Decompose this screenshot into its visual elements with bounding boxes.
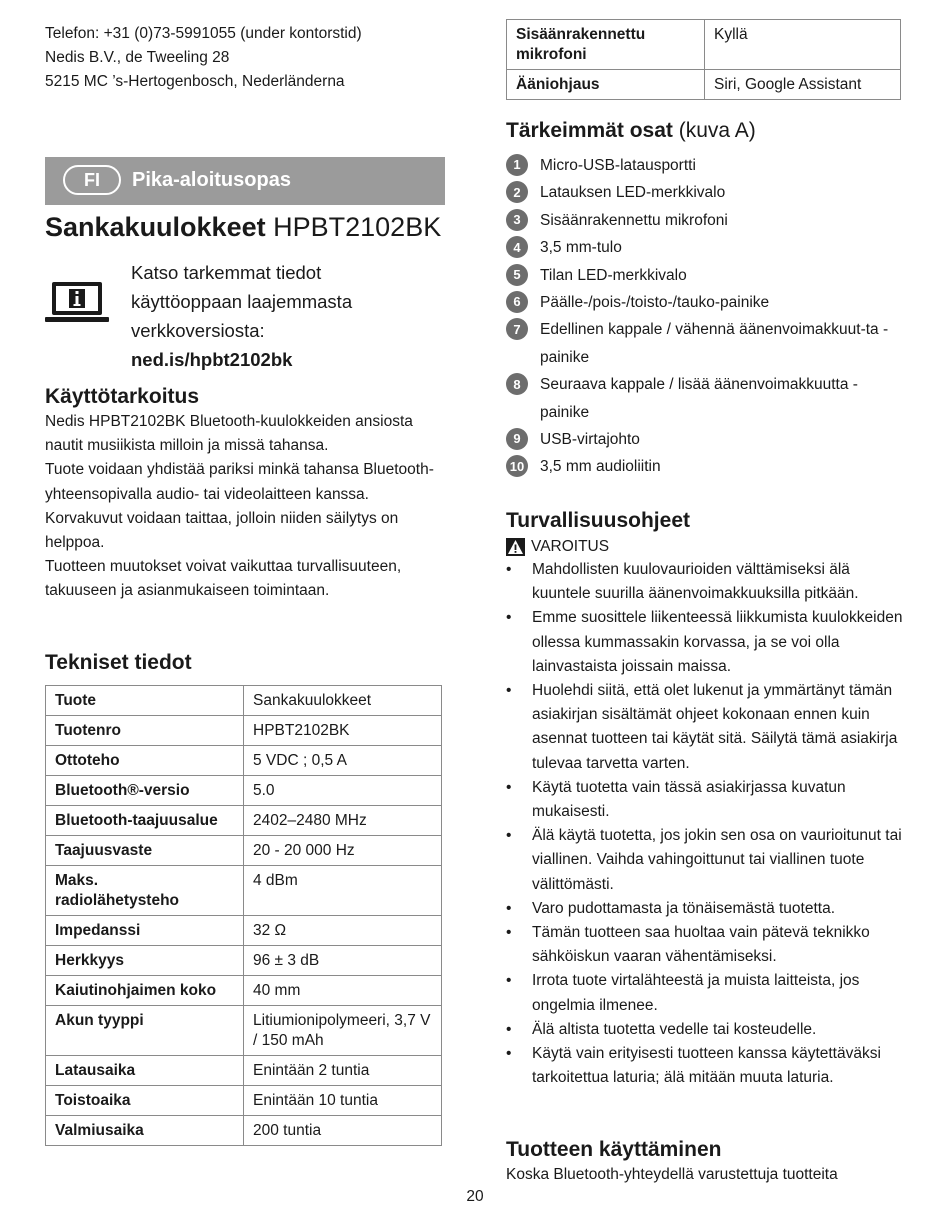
right-column bbox=[506, 19, 903, 1183]
spec-value: 4 dBm bbox=[244, 866, 442, 916]
product-usage-section bbox=[506, 1137, 906, 1187]
page-number: 20 bbox=[466, 1188, 484, 1205]
spec-key: Herkkyys bbox=[46, 946, 244, 976]
usage-text: Koska Bluetooth-yhteydellä varustettuja tuotteita bbox=[506, 1166, 838, 1183]
spec-value: Kyllä bbox=[705, 20, 901, 70]
safety-heading: Turvallisuusohjeet bbox=[506, 509, 690, 532]
part-label: Micro-USB-latausportti bbox=[540, 157, 696, 174]
list-item: • Älä käytä tuotetta, jos jokin sen osa on vaurioitunut tai viallinen. Vaihda vahingoittunut tai viallinen tuote välittömästi. bbox=[506, 824, 906, 897]
part-label: Edellinen kappale / vähennä äänenvoimakkuut-ta -painike bbox=[540, 321, 889, 366]
spec-key: Maks. radiolähetysteho bbox=[46, 866, 244, 916]
spec-key: Kaiutinohjaimen koko bbox=[46, 976, 244, 1006]
intended-use-paragraph: Korvakuvut voidaan taittaa, jolloin niiden säilytys on helppoa. bbox=[45, 509, 399, 552]
spec-value: HPBT2102BK bbox=[244, 716, 442, 746]
list-item bbox=[506, 316, 906, 371]
laptop-info-icon bbox=[45, 280, 109, 324]
list-item bbox=[506, 453, 906, 480]
table-row bbox=[46, 1006, 442, 1056]
list-item: • Älä altista tuotetta vedelle tai kosteudelle. bbox=[506, 1018, 906, 1042]
info-text bbox=[131, 258, 441, 374]
spec-key: Taajuusvaste bbox=[46, 836, 244, 866]
table-row bbox=[46, 836, 442, 866]
table-row bbox=[46, 946, 442, 976]
left-column bbox=[45, 22, 445, 1139]
list-item: • Irrota tuote virtalähteestä ja muista laitteista, jos ongelmia ilmenee. bbox=[506, 969, 906, 1017]
table-row bbox=[46, 916, 442, 946]
language-bar bbox=[45, 157, 445, 205]
spec-key: Ääniohjaus bbox=[507, 70, 705, 100]
spec-value: Enintään 2 tuntia bbox=[244, 1056, 442, 1086]
number-badge: 2 bbox=[506, 181, 528, 203]
spec-value: 200 tuntia bbox=[244, 1116, 442, 1146]
spec-key: Impedanssi bbox=[46, 916, 244, 946]
main-parts-figure-ref: (kuva A) bbox=[678, 119, 756, 142]
spec-key: Valmiusaika bbox=[46, 1116, 244, 1146]
manual-link[interactable]: ned.is/hpbt2102bk bbox=[131, 349, 293, 370]
spec-key: Ottoteho bbox=[46, 746, 244, 776]
number-badge: 7 bbox=[506, 318, 528, 340]
number-badge: 5 bbox=[506, 264, 528, 286]
safety-section bbox=[506, 508, 906, 1090]
spec-value: 5.0 bbox=[244, 776, 442, 806]
part-label: Tilan LED-merkkivalo bbox=[540, 266, 687, 284]
product-title bbox=[45, 210, 441, 244]
table-row bbox=[46, 1086, 442, 1116]
list-item: • Emme suosittele liikenteessä liikkumista kuulokkeiden ollessa kummassakin korvassa, ja se voi olla lainvastaista joissain maissa. bbox=[506, 606, 906, 679]
spec-key: Toistoaika bbox=[46, 1086, 244, 1116]
list-item bbox=[506, 234, 906, 261]
number-badge: 9 bbox=[506, 428, 528, 450]
intended-use-paragraph: Tuote voidaan yhdistää pariksi minkä tahansa Bluetooth-yhteensopivalla audio- tai videolaitteen kanssa. bbox=[45, 461, 434, 503]
spec-key: Sisäänrakennettu mikrofoni bbox=[507, 20, 705, 70]
table-row bbox=[46, 1056, 442, 1086]
number-badge: 6 bbox=[506, 291, 528, 313]
spec-key: Tuotenro bbox=[46, 716, 244, 746]
spec-key: Tuote bbox=[46, 686, 244, 716]
list-item bbox=[506, 179, 906, 206]
language-bar-title: Pika-aloitusopas bbox=[132, 169, 291, 191]
table-row bbox=[46, 746, 442, 776]
warning-triangle-icon bbox=[506, 538, 525, 556]
part-label: USB-virtajohto bbox=[540, 431, 640, 449]
table-row bbox=[46, 686, 442, 716]
contact-address: 5215 MC ’s-Hertogenbosch, Nederländerna bbox=[45, 73, 345, 90]
main-parts-section bbox=[506, 118, 906, 481]
table-row bbox=[46, 866, 442, 916]
info-line: käyttöoppaan laajemmasta bbox=[131, 291, 353, 312]
list-item bbox=[506, 262, 906, 289]
specs-table-continued bbox=[506, 19, 901, 100]
part-label: 3,5 mm audioliitin bbox=[540, 458, 661, 476]
spec-value: Sankakuulokkeet bbox=[244, 686, 442, 716]
intended-use-paragraph: Tuotteen muutokset voivat vaikuttaa turvallisuuteen, takuuseen ja asianmukaiseen toimintaan. bbox=[45, 558, 402, 600]
list-item: • Huolehdi siitä, että olet lukenut ja ymmärtänyt tämän asiakirjan sisältämät ohjeet kokonaan ennen kuin asennat tuotteen tai käytät sitä. Säilytä tämä asiakirja tulevaa tarvetta varten. bbox=[506, 679, 906, 776]
main-parts-heading bbox=[506, 118, 906, 144]
table-row bbox=[46, 976, 442, 1006]
spec-value: 32 Ω bbox=[244, 916, 442, 946]
list-item: • Tämän tuotteen saa huoltaa vain pätevä teknikko sähköiskun vaaran vähentämiseksi. bbox=[506, 921, 906, 969]
number-badge: 1 bbox=[506, 154, 528, 176]
contact-company: Nedis B.V., de Tweeling 28 bbox=[45, 49, 230, 66]
table-row bbox=[46, 716, 442, 746]
list-item: • Mahdollisten kuulovaurioiden välttämiseksi älä kuuntele suurilla äänenvoimakkuuksilla pitkään. bbox=[506, 558, 906, 606]
table-row bbox=[46, 806, 442, 836]
spec-value: Enintään 10 tuntia bbox=[244, 1086, 442, 1116]
spec-value: Litiumionipolymeeri, 3,7 V / 150 mAh bbox=[244, 1006, 442, 1056]
warning-label: VAROITUS bbox=[531, 538, 610, 555]
table-row bbox=[46, 1116, 442, 1146]
contact-info bbox=[45, 22, 445, 94]
number-badge: 8 bbox=[506, 373, 528, 395]
part-label: Päälle-/pois-/toisto-/tauko-painike bbox=[540, 294, 770, 312]
spec-key: Bluetooth®-versio bbox=[46, 776, 244, 806]
spec-key: Latausaika bbox=[46, 1056, 244, 1086]
list-item bbox=[506, 371, 906, 426]
specs-section bbox=[45, 650, 445, 1146]
list-item bbox=[506, 207, 906, 234]
product-name: Sankakuulokkeet bbox=[45, 212, 266, 242]
spec-value: Siri, Google Assistant bbox=[705, 70, 901, 100]
specs-table bbox=[45, 685, 442, 1146]
list-item: • Käytä tuotetta vain tässä asiakirjassa kuvatun mukaisesti. bbox=[506, 776, 906, 824]
specs-heading: Tekniset tiedot bbox=[45, 651, 192, 674]
safety-bullet-list bbox=[506, 558, 906, 1090]
info-line: Katso tarkemmat tiedot bbox=[131, 262, 322, 283]
spec-value: 2402–2480 MHz bbox=[244, 806, 442, 836]
spec-key: Akun tyyppi bbox=[46, 1006, 244, 1056]
spec-value: 40 mm bbox=[244, 976, 442, 1006]
part-label: Latauksen LED-merkkivalo bbox=[540, 184, 726, 202]
warning-line bbox=[506, 536, 906, 558]
spec-value: 20 - 20 000 Hz bbox=[244, 836, 442, 866]
main-parts-title: Tärkeimmät osat bbox=[506, 119, 673, 142]
spec-key: Bluetooth-taajuusalue bbox=[46, 806, 244, 836]
parts-list bbox=[506, 152, 906, 481]
table-row bbox=[46, 776, 442, 806]
part-label: Sisäänrakennettu mikrofoni bbox=[540, 211, 728, 229]
intended-use-paragraph: Nedis HPBT2102BK Bluetooth-kuulokkeiden ansiosta nautit musiikista milloin ja missä tahansa. bbox=[45, 413, 413, 455]
spec-value: 5 VDC ; 0,5 A bbox=[244, 746, 442, 776]
list-item: • Varo pudottamasta ja tönäisemästä tuotetta. bbox=[506, 897, 906, 921]
language-code-badge: FI bbox=[63, 165, 121, 195]
usage-heading: Tuotteen käyttäminen bbox=[506, 1138, 722, 1161]
list-item bbox=[506, 152, 906, 179]
spec-value: 96 ± 3 dB bbox=[244, 946, 442, 976]
number-badge: 10 bbox=[506, 455, 528, 477]
list-item bbox=[506, 289, 906, 316]
number-badge: 4 bbox=[506, 236, 528, 258]
list-item: • Käytä vain erityisesti tuotteen kanssa käytettäväksi tarkoitettua laturia; älä mitään muuta laturia. bbox=[506, 1042, 906, 1090]
contact-phone: Telefon: +31 (0)73-5991055 (under kontorstid) bbox=[45, 25, 362, 42]
part-label: 3,5 mm-tulo bbox=[540, 239, 622, 257]
list-item bbox=[506, 426, 906, 453]
number-badge: 3 bbox=[506, 209, 528, 231]
intended-use-section bbox=[45, 384, 450, 604]
part-label: Seuraava kappale / lisää äänenvoimakkuutta -painike bbox=[540, 376, 858, 421]
intended-use-heading: Käyttötarkoitus bbox=[45, 385, 200, 408]
table-row bbox=[507, 20, 901, 70]
info-line: verkkoversiosta: bbox=[131, 320, 265, 341]
product-model: HPBT2102BK bbox=[273, 212, 442, 242]
table-row bbox=[507, 70, 901, 100]
